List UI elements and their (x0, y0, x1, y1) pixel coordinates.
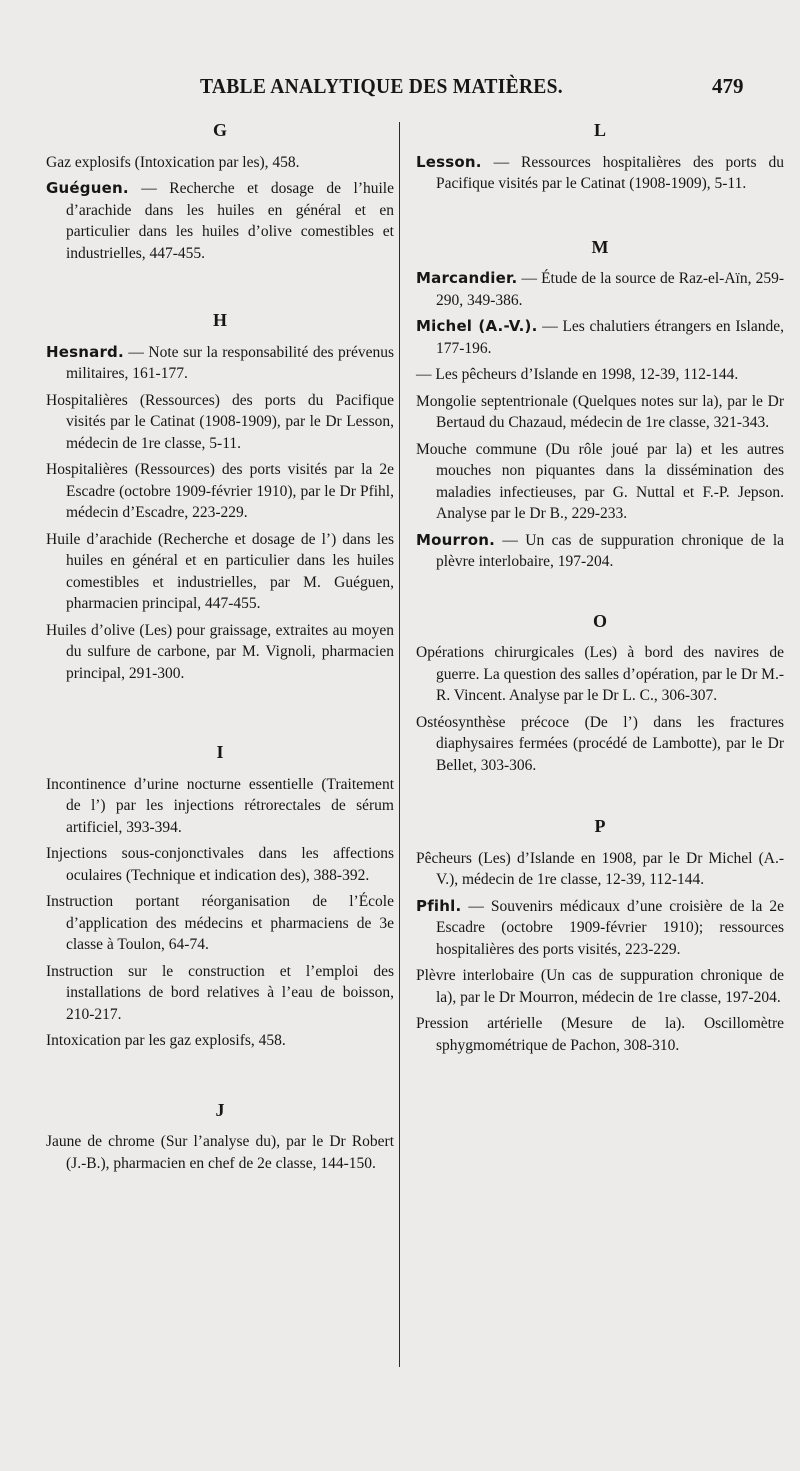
entry-text: Hospitalières (Ressources) des ports du Pacifique visités par le Catinat (1908-1909), par le Dr Lesson, médecin de 1re classe, 5-11. (46, 391, 394, 452)
entry-author: Lesson. (416, 152, 482, 171)
entry-text: — Ressources hospitalières des ports du Pacifique visités par le Catinat (1908-1909), 5-11. (436, 153, 784, 192)
section-letter: G (212, 120, 227, 140)
index-entry (416, 896, 784, 961)
entry-text: — Recherche et dosage de l’huile d’arachide dans les huiles en général et en particulier dans les huiles d’olive comestibles et industrielles, 447-455. (66, 180, 394, 262)
index-entry (46, 152, 394, 174)
entry-text: Jaune de chrome (Sur l’analyse du), par le Dr Robert (J.-B.), pharmacien en chef de 2e classe, 144-150. (46, 1133, 394, 1172)
index-entry (46, 459, 394, 524)
index-entry (46, 178, 394, 264)
section-letter: J (215, 1099, 225, 1120)
section-letter: H (212, 310, 227, 330)
entry-text: — Les pêcheurs d’Islande en 1998, 12-39, 112-144. (416, 366, 739, 383)
index-entry (416, 848, 784, 891)
entry-text: Pêcheurs (Les) d’Islande en 1908, par le Dr Michel (A.-V.), médecin de 1re classe, 12-39, 112-144. (416, 849, 784, 888)
index-entry (416, 642, 784, 707)
entry-author: Guéguen. (46, 179, 129, 197)
entry-text: Opérations chirurgicales (Les) à bord des navires de guerre. La question des salles d’opération, par le Dr M.-R. Vincent. Analyse par le Dr L. C., 306-307. (416, 644, 784, 704)
index-entry (416, 364, 784, 386)
index-entry (416, 1013, 784, 1056)
entry-text: — Étude de la source de Raz-el-Aïn, 259-290, 349-386. (436, 270, 784, 309)
index-entry (46, 529, 394, 615)
index-entry (416, 712, 784, 777)
entry-text: Pression artérielle (Mesure de la). Oscillomètre sphygmométrique de Pachon, 308-310. (416, 1015, 784, 1054)
entry-text: — Note sur la responsabilité des prévenus militaires, 161-177. (66, 343, 394, 382)
index-entry (46, 774, 394, 839)
entry-text: Mouche commune (Du rôle joué par la) et les autres mouches non piquantes dans la dissémination des maladies infectieuses, par G. Nuttal et F.-P. Jepson. Analyse par le Dr B., 229-233. (416, 440, 784, 522)
left-column (46, 120, 394, 1179)
section-letter: P (594, 816, 606, 836)
entry-text: Incontinence d’urine nocturne essentielle (Traitement de l’) par les injections rétrorectales de sérum artificiel, 393-394. (46, 775, 394, 836)
column-divider (399, 122, 400, 1367)
index-entry (416, 268, 784, 311)
entry-author: Mourron. (416, 530, 495, 549)
entry-text: Intoxication par les gaz explosifs, 458. (46, 1032, 286, 1049)
section-letter: M (591, 236, 609, 257)
section-letter: O (592, 610, 607, 631)
index-entry (46, 342, 394, 385)
index-entry (46, 620, 394, 685)
entry-text: Ostéosynthèse précoce (De l’) dans les fractures diaphysaires fermées (procédé de Lambotte), par le Dr Bellet, 303-306. (416, 713, 784, 774)
entry-author: Hesnard. (46, 342, 124, 361)
entry-text: Gaz explosifs (Intoxication par les), 458. (46, 153, 300, 171)
index-entry (46, 1131, 394, 1174)
entry-text: — Souvenirs médicaux d’une croisière de la 2e Escadre (octobre 1909-février 1910); ressources hospitalières des ports visités, 223-229. (436, 897, 784, 958)
index-entry (416, 152, 784, 195)
index-entry (416, 965, 784, 1008)
entry-text: Hospitalières (Ressources) des ports visités par la 2e Escadre (octobre 1909-février 1910), par le Dr Pfihl, médecin d’Escadre, 223-229. (46, 461, 394, 521)
entry-text: Injections sous-conjonctivales dans les affections oculaires (Technique et indication des), 388-392. (46, 845, 394, 884)
running-header (0, 74, 800, 106)
index-entry (416, 391, 784, 434)
entry-text: Huiles d’olive (Les) pour graissage, extraites au moyen du sulfure de carbone, par M. Vignoli, pharmacien principal, 291-300. (46, 621, 394, 682)
entry-text: Huile d’arachide (Recherche et dosage de l’) dans les huiles en général et en particulier dans les huiles comestibles et industrielles, par M. Guéguen, pharmacien principal, 447-455. (46, 530, 394, 612)
entry-text: Instruction sur le construction et l’emploi des installations de bord relatives à l’eau de boisson, 210-217. (46, 962, 394, 1023)
index-entry (416, 530, 784, 573)
index-entry (46, 891, 394, 956)
index-entry (46, 961, 394, 1026)
index-entry (46, 390, 394, 455)
section-letter: I (216, 742, 224, 762)
entry-author: Marcandier. (416, 269, 518, 287)
entry-text: — Les chalutiers étrangers en Islande, 177-196. (436, 318, 784, 357)
index-entry (46, 1030, 394, 1052)
entry-text: Mongolie septentrionale (Quelques notes sur la), par le Dr Bertaud du Chazaud, médecin de 1re classe, 321-343. (416, 392, 784, 431)
page-number: 479 (712, 74, 744, 98)
entry-author: Pfihl. (416, 896, 462, 915)
index-entry (416, 316, 784, 359)
index-entry (416, 439, 784, 525)
entry-text: — Un cas de suppuration chronique de la plèvre interlobaire, 197-204. (436, 531, 784, 570)
right-column (416, 120, 784, 1061)
entry-author: Michel (A.-V.). (416, 317, 538, 335)
running-title: TABLE ANALYTIQUE DES MATIÈRES. (200, 74, 563, 98)
entry-text: Plèvre interlobaire (Un cas de suppuration chronique de la), par le Dr Mourron, médecin de 1re classe, 197-204. (416, 967, 784, 1006)
entry-text: Instruction portant réorganisation de l’École d’application des médecins et pharmaciens de 3e classe à Toulon, 64-74. (46, 893, 394, 953)
section-letter: L (593, 120, 606, 140)
index-entry (46, 843, 394, 886)
